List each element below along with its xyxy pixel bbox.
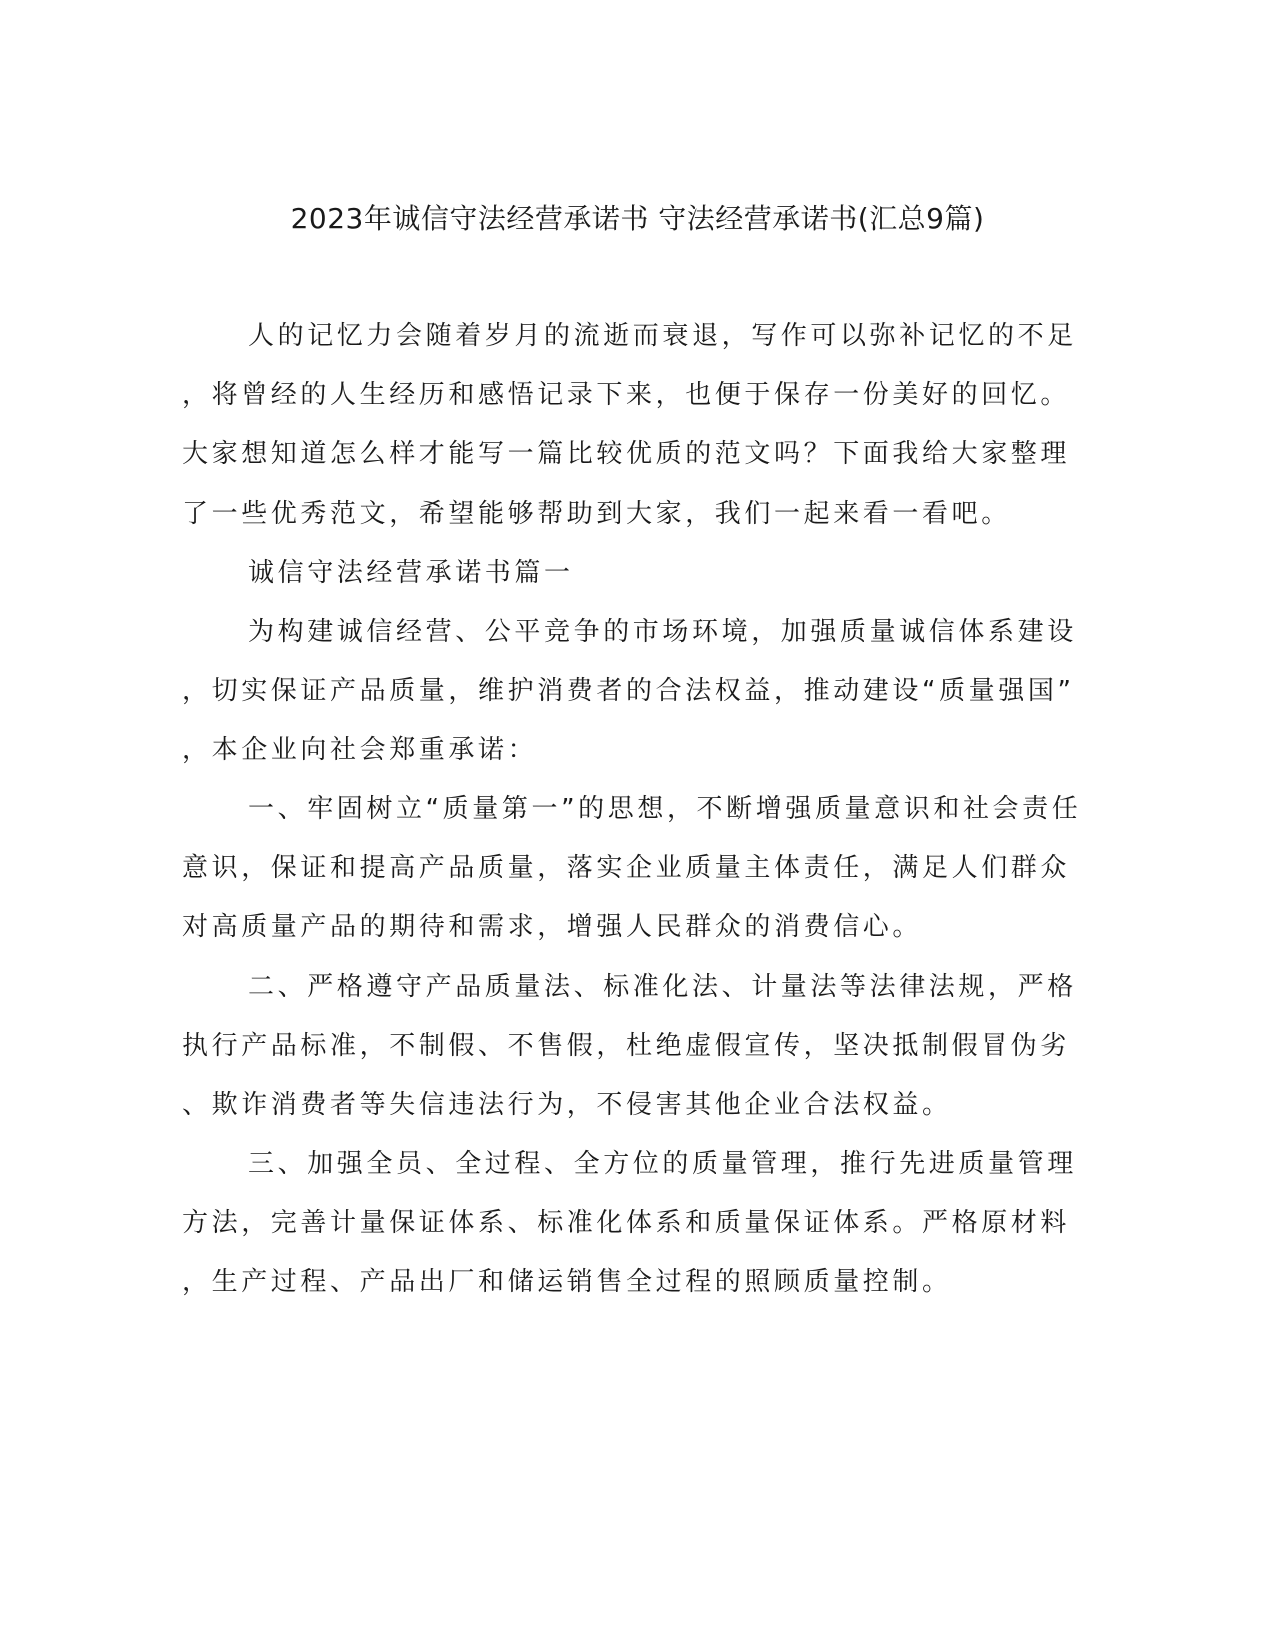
section-heading-text: 诚信守法经营承诺书篇一: [248, 558, 574, 588]
commitment-item-3: [182, 1135, 1077, 1313]
intro-paragraph: [182, 307, 1077, 544]
text-line: 人的记忆力会随着岁月的流逝而衰退，写作可以弥补记忆的不足: [248, 321, 1077, 351]
text-line: 一、牢固树立“质量第一”的思想，不断增强质量意识和社会责任: [248, 794, 1082, 824]
text-line: ，生产过程、产品出厂和储运销售全过程的照顾质量控制。: [182, 1267, 952, 1298]
commitment-item-1: [182, 780, 1081, 958]
text-line: ，切实保证产品质量，维护消费者的合法权益，推动建设“质量强国”: [182, 676, 1075, 707]
text-line: 对高质量产品的期待和需求，增强人民群众的消费信心。: [182, 912, 923, 943]
text-line: 执行产品标准，不制假、不售假，杜绝虚假宣传，坚决抵制假冒伪劣: [182, 1031, 1071, 1062]
text-line: 了一些优秀范文，希望能够帮助到大家，我们一起来看一看吧。: [182, 498, 1011, 529]
text-line: 二、严格遵守产品质量法、标准化法、计量法等法律法规，严格: [248, 972, 1077, 1002]
text-line: ，本企业向社会郑重承诺：: [182, 735, 538, 766]
section-heading: [182, 544, 574, 603]
text-line: 方法，完善计量保证体系、标准化体系和质量保证体系。严格原材料: [182, 1208, 1071, 1239]
commitment-item-2: [182, 958, 1077, 1136]
commitment-intro-paragraph: [182, 603, 1077, 781]
text-line: 为构建诚信经营、公平竞争的市场环境，加强质量诚信体系建设: [248, 617, 1077, 647]
document-title: 2023年诚信守法经营承诺书 守法经营承诺书(汇总9篇): [290, 202, 985, 235]
text-line: 、欺诈消费者等失信违法行为，不侵害其他企业合法权益。: [182, 1090, 952, 1121]
text-line: 意识，保证和提高产品质量，落实企业质量主体责任，满足人们群众: [182, 853, 1071, 884]
text-line: ，将曾经的人生经历和感悟记录下来，也便于保存一份美好的回忆。: [182, 380, 1071, 411]
text-line: 大家想知道怎么样才能写一篇比较优质的范文吗？下面我给大家整理: [182, 439, 1071, 470]
text-line: 三、加强全员、全过程、全方位的质量管理，推行先进质量管理: [248, 1149, 1077, 1179]
